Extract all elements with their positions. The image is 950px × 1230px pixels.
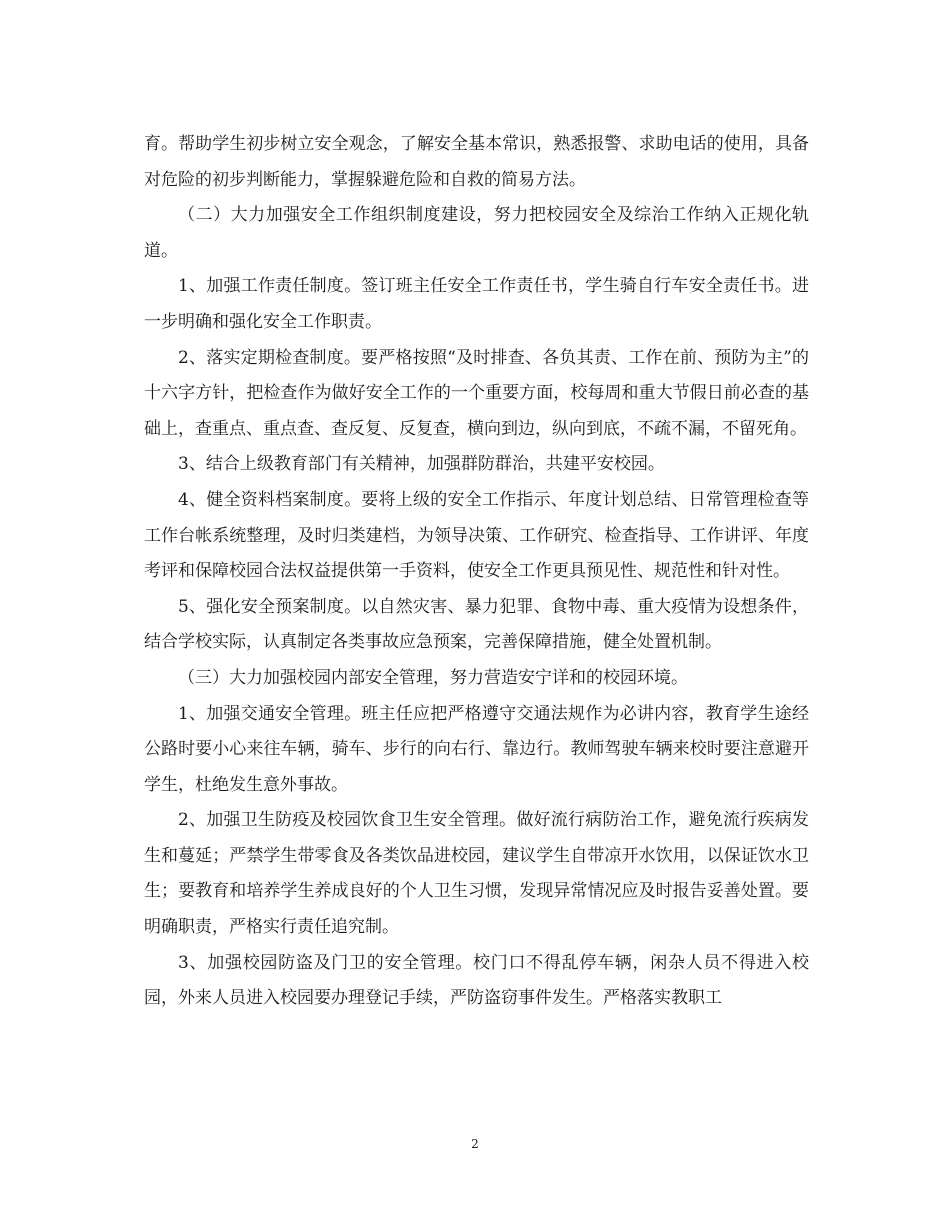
paragraph: 2、落实定期检查制度。要严格按照“及时排查、各负其责、工作在前、预防为主”的十六字方针，把检查作为做好安全工作的一个重要方面，校每周和重大节假日前必查的基础上，查重点、重点查、查反复、反复查，横向到边，纵向到底，不疏不漏，不留死角。 bbox=[144, 347, 809, 439]
paragraph: 3、加强校园防盗及门卫的安全管理。校门口不得乱停车辆，闲杂人员不得进入校园，外来人员进入校园要办理登记手续，严防盗窃事件发生。严格落实教职工 bbox=[144, 952, 809, 1009]
paragraph: 3、结合上级教育部门有关精神，加强群防群治，共建平安校园。 bbox=[178, 454, 665, 475]
paragraph: 5、强化安全预案制度。以自然灾害、暴力犯罪、食物中毒、重大疫情为设想条件，结合学校实际，认真制定各类事故应急预案，完善保障措施，健全处置机制。 bbox=[144, 596, 809, 653]
paragraph: 2、加强卫生防疫及校园饮食卫生安全管理。做好流行病防治工作，避免流行疾病发生和蔓延；严禁学生带零食及各类饮品进校园，建议学生自带凉开水饮用，以保证饮水卫生；要教育和培养学生养成良好的个人卫生习惯，发现异常情况应及时报告妥善处置。要明确职责，严格实行责任追究制。 bbox=[144, 810, 809, 938]
paragraph: （三）大力加强校园内部安全管理，努力营造安宁详和的校园环境。 bbox=[178, 667, 688, 688]
page-number: 2 bbox=[471, 1137, 479, 1151]
paragraph: （二）大力加强安全工作组织制度建设，努力把校园安全及综治工作纳入正规化轨道。 bbox=[144, 205, 809, 261]
paragraph: 1、加强交通安全管理。班主任应把严格遵守交通法规作为必讲内容，教育学生途经公路时要小心来往车辆，骑车、步行的向右行、靠边行。教师驾驶车辆来校时要注意避开学生，杜绝发生意外事故。 bbox=[144, 703, 809, 795]
document-body bbox=[144, 127, 809, 1017]
paragraph: 1、加强工作责任制度。签订班主任安全工作责任书，学生骑自行车安全责任书。进一步明确和强化安全工作职责。 bbox=[144, 276, 809, 332]
paragraph: 育。帮助学生初步树立安全观念，了解安全基本常识，熟悉报警、求助电话的使用，具备对危险的初步判断能力，掌握躲避危险和自救的简易方法。 bbox=[144, 134, 809, 190]
paragraph: 4、健全资料档案制度。要将上级的安全工作指示、年度计划总结、日常管理检查等工作台帐系统整理，及时归类建档，为领导决策、工作研究、检查指导、工作讲评、年度考评和保障校园合法权益提供第一手资料，使安全工作更具预见性、规范性和针对性。 bbox=[144, 489, 809, 582]
